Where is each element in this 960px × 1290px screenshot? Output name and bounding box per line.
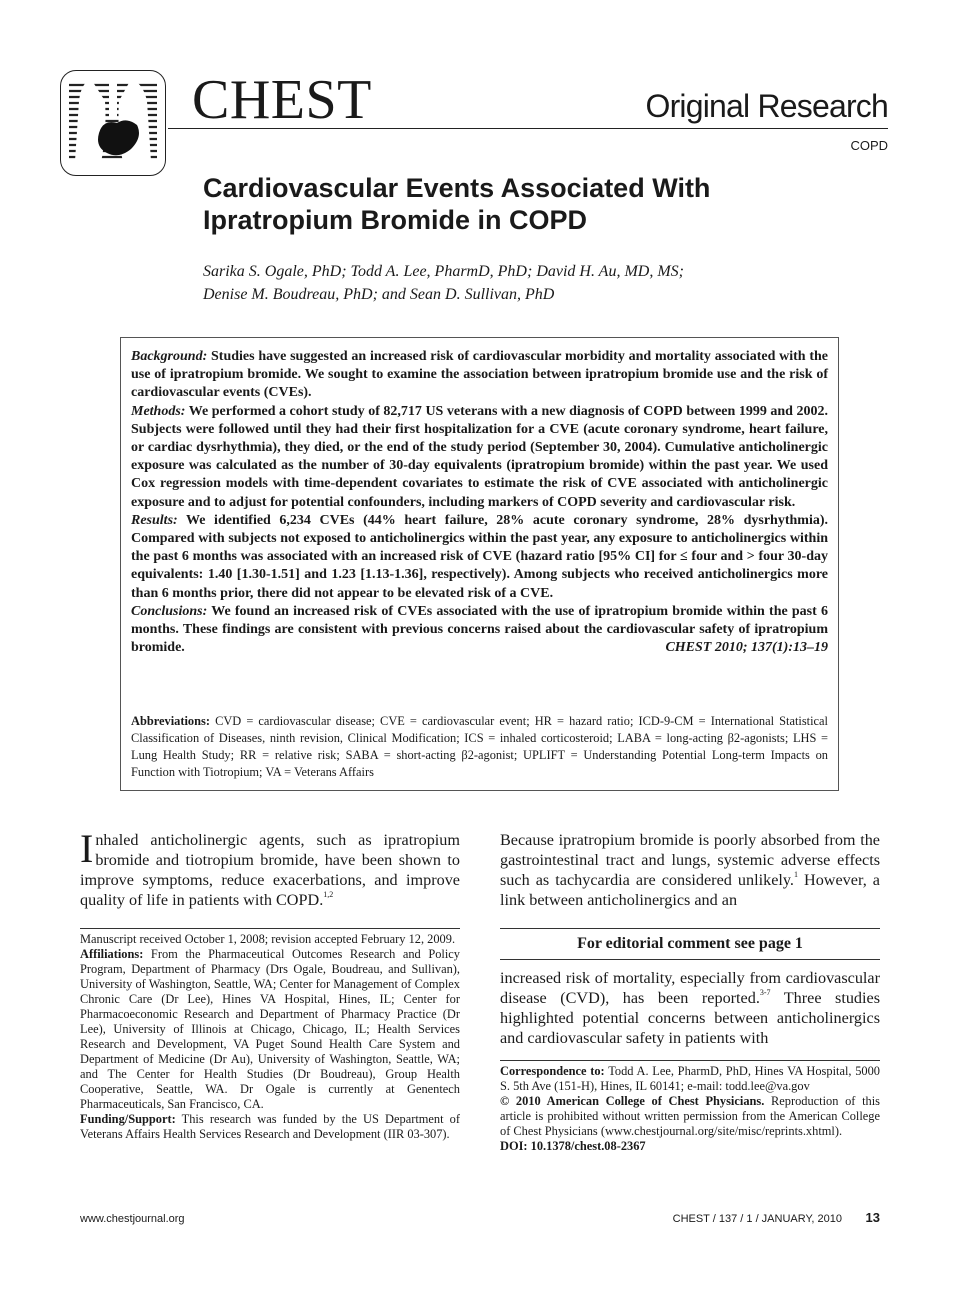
affiliations-text: From the Pharmaceutical Outcomes Research and Policy Program, Department of Pharmacy (Drs Ogale, Boudreau, and Sullivan), University of Washington, Seattle, WA; Center for Management of Complex Chronic Care (Dr Lee), Hines VA Hospital, Hines, IL; Center for Pharmacoeconomic Research and Department of Pharmacy Practice (Dr Lee), University of Illinois at Chicago, Chicago, IL; Health Services Research and Development, VA Puget Sound Health Care System and Department of Medicine (Dr Au), University of Washington, Seattle, WA; and The Center for Health Studies (Dr Boudreau), Group Health Cooperative, Seattle, WA. Dr Ogale is currently at Genentech Pharmaceuticals, San Francisco, CA. <box>80 947 460 1111</box>
header-rule <box>168 128 888 129</box>
article-title <box>203 172 863 236</box>
funding-note <box>80 1112 460 1142</box>
doi-label: DOI: <box>500 1139 528 1153</box>
body-column-right <box>500 830 880 910</box>
right-text-a: Because ipratropium bromide is poorly absorbed from the gastrointestinal tract and lungs, systemic adverse effects such as tachycardia are considered unlikely. <box>500 831 880 889</box>
footnotes-left <box>80 932 460 1142</box>
correspondence-text: Todd A. Lee, PharmD, PhD, Hines VA Hospital, 5000 S. 5th Ave (151-H), Hines, IL 60141; e-mail: todd.lee@va.gov <box>500 1064 881 1093</box>
abbreviations-label: Abbreviations: <box>131 714 210 728</box>
correspondence-label: Correspondence to: <box>500 1064 605 1078</box>
lungs-heart-logo-icon <box>61 71 165 175</box>
author-list <box>203 260 843 306</box>
footer-issue: CHEST / 137 / 1 / JANUARY, 2010 <box>672 1213 842 1225</box>
abstract-conclusions <box>131 603 828 658</box>
page-number: 13 <box>865 1210 880 1225</box>
conclusions-text: We found an increased risk of CVEs associated with the use of ipratropium bromide within the past 6 months. These findings are consistent with previous concerns raised about the cardiovascular safety of ipratropium bromide. <box>131 603 828 656</box>
affiliations-note <box>80 947 460 1112</box>
authors-line-2: Denise M. Boudreau, PhD; and Sean D. Sullivan, PhD <box>203 286 555 303</box>
intro-text: nhaled anticholinergic agents, such as ipratropium bromide and tiotropium bromide, have been shown to improve symptoms, reduce exacerbations, and improve quality of life in patients with COPD. <box>80 831 460 909</box>
results-label: Results: <box>131 512 178 528</box>
authors-line-1: Sarika S. Ogale, PhD; Todd A. Lee, PharmD, PhD; David H. Au, MD, MS; <box>203 263 684 280</box>
footnote-divider <box>500 1060 880 1061</box>
funding-label: Funding/Support: <box>80 1112 176 1126</box>
intro-paragraph <box>80 826 460 910</box>
abstract-methods <box>131 403 828 512</box>
topic-label: COPD <box>850 138 888 153</box>
copyright-label: © 2010 American College of Chest Physicians. <box>500 1094 765 1108</box>
doi-value: 10.1378/chest.08-2367 <box>530 1139 646 1153</box>
editorial-comment-link[interactable]: For editorial comment see page 1 <box>500 928 880 960</box>
doi-note <box>500 1139 880 1154</box>
methods-label: Methods: <box>131 403 186 419</box>
footnote-divider <box>80 928 460 929</box>
body-column-right-continued <box>500 968 880 1048</box>
title-line-1: Cardiovascular Events Associated With <box>203 173 711 203</box>
right-paragraph-continued <box>500 968 880 1048</box>
methods-text: We performed a cohort study of 82,717 US veterans with a new diagnosis of COPD between 1999 and 2002. Subjects were followed until they had their first hospitalization for a CVE (acute coronary syndrome, heart failure, or cardiac dysrhythmia), they died, or the end of the study period (September 30, 2004). Cumulative anticholinergic exposure was calculated as the number of 30-day equivalents (ipratropium bromide) within the past year. We used Cox regression models with time-dependent covariates to estimate the risk of CVE associated with anticholinergic exposure and to adjust for potential confounders, including markers of COPD severity and cardiovascular risk. <box>131 403 828 510</box>
results-text: We identified 6,234 CVEs (44% heart failure, 28% acute coronary syndrome, 28% dysrhythmia). Compared with subjects not exposed to anticholinergics within the past year, any exposure to anticholinergics within the past 6 months was associated with an increased risk of CVE (hazard ratio [95% CI] for ≤ four and > four 30-day equivalents: 1.40 [1.30-1.51] and 1.23 [1.13-1.36], respectively). Among subjects who received anticholinergics more than 6 months prior, there did not appear to be elevated risk of a CVE. <box>131 512 828 601</box>
reference-mark: 1 <box>793 870 798 879</box>
right-paragraph <box>500 830 880 910</box>
journal-name: CHEST <box>192 69 372 131</box>
abbreviations <box>131 713 828 781</box>
footer-url[interactable]: www.chestjournal.org <box>80 1213 185 1225</box>
abstract-background <box>131 348 828 403</box>
funding-text: This research was funded by the US Department of Veterans Affairs Health Services Research and Development (IIR 03-307). <box>80 1112 461 1141</box>
journal-logo <box>60 70 166 176</box>
affiliations-label: Affiliations: <box>80 947 144 961</box>
abstract-text <box>131 348 828 657</box>
reference-mark: 1,2 <box>323 890 334 899</box>
reference-mark: 3-7 <box>759 988 771 997</box>
right-text-b: However, a link between anticholinergics and an <box>500 871 880 909</box>
drop-cap: I <box>80 826 94 871</box>
copyright-note <box>500 1094 880 1139</box>
abstract-box <box>120 337 839 791</box>
received-note: Manuscript received October 1, 2008; revision accepted February 12, 2009. <box>80 932 456 946</box>
body-column-left <box>80 826 460 910</box>
section-label: Original Research <box>645 88 888 124</box>
abstract-results <box>131 512 828 603</box>
background-text: Studies have suggested an increased risk of cardiovascular morbidity and mortality associated with the use of ipratropium bromide. We sought to examine the association between ipratropium bromide use and the risk of cardiovascular events (CVEs). <box>131 349 828 401</box>
right-cont-text-a: increased risk of mortality, especially from cardiovascular disease (CVD), has been reported. <box>500 969 880 1007</box>
correspondence-note <box>500 1064 880 1094</box>
right-cont-text-b: Three studies highlighted potential concerns between anticholinergics and cardiovascular safety in patients with <box>500 989 880 1047</box>
conclusions-label: Conclusions: <box>131 603 208 619</box>
citation: CHEST 2010; 137(1):13–19 <box>665 640 828 656</box>
copyright-text: Reproduction of this article is prohibited without written permission from the American College of Chest Physicians (www.chestjournal.org/site/misc/reprints.xhtml). <box>500 1094 880 1138</box>
footnotes-right <box>500 1064 880 1154</box>
background-label: Background: <box>131 349 208 364</box>
title-line-2: Ipratropium Bromide in COPD <box>203 205 588 235</box>
abbreviations-text: CVD = cardiovascular disease; CVE = cardiovascular event; HR = hazard ratio; ICD-9-CM = International Statistical Classification of Diseases, ninth revision, Clinical Modification; ICS = inhaled corticosteroid; LABA = long-acting β2-agonists; LHS = Lung Health Study; RR = relative risk; SABA = short-acting β2-agonist; UPLIFT = Understanding Potential Long-term Impacts on Function with Tiotropium; VA = Veterans Affairs <box>131 714 828 779</box>
